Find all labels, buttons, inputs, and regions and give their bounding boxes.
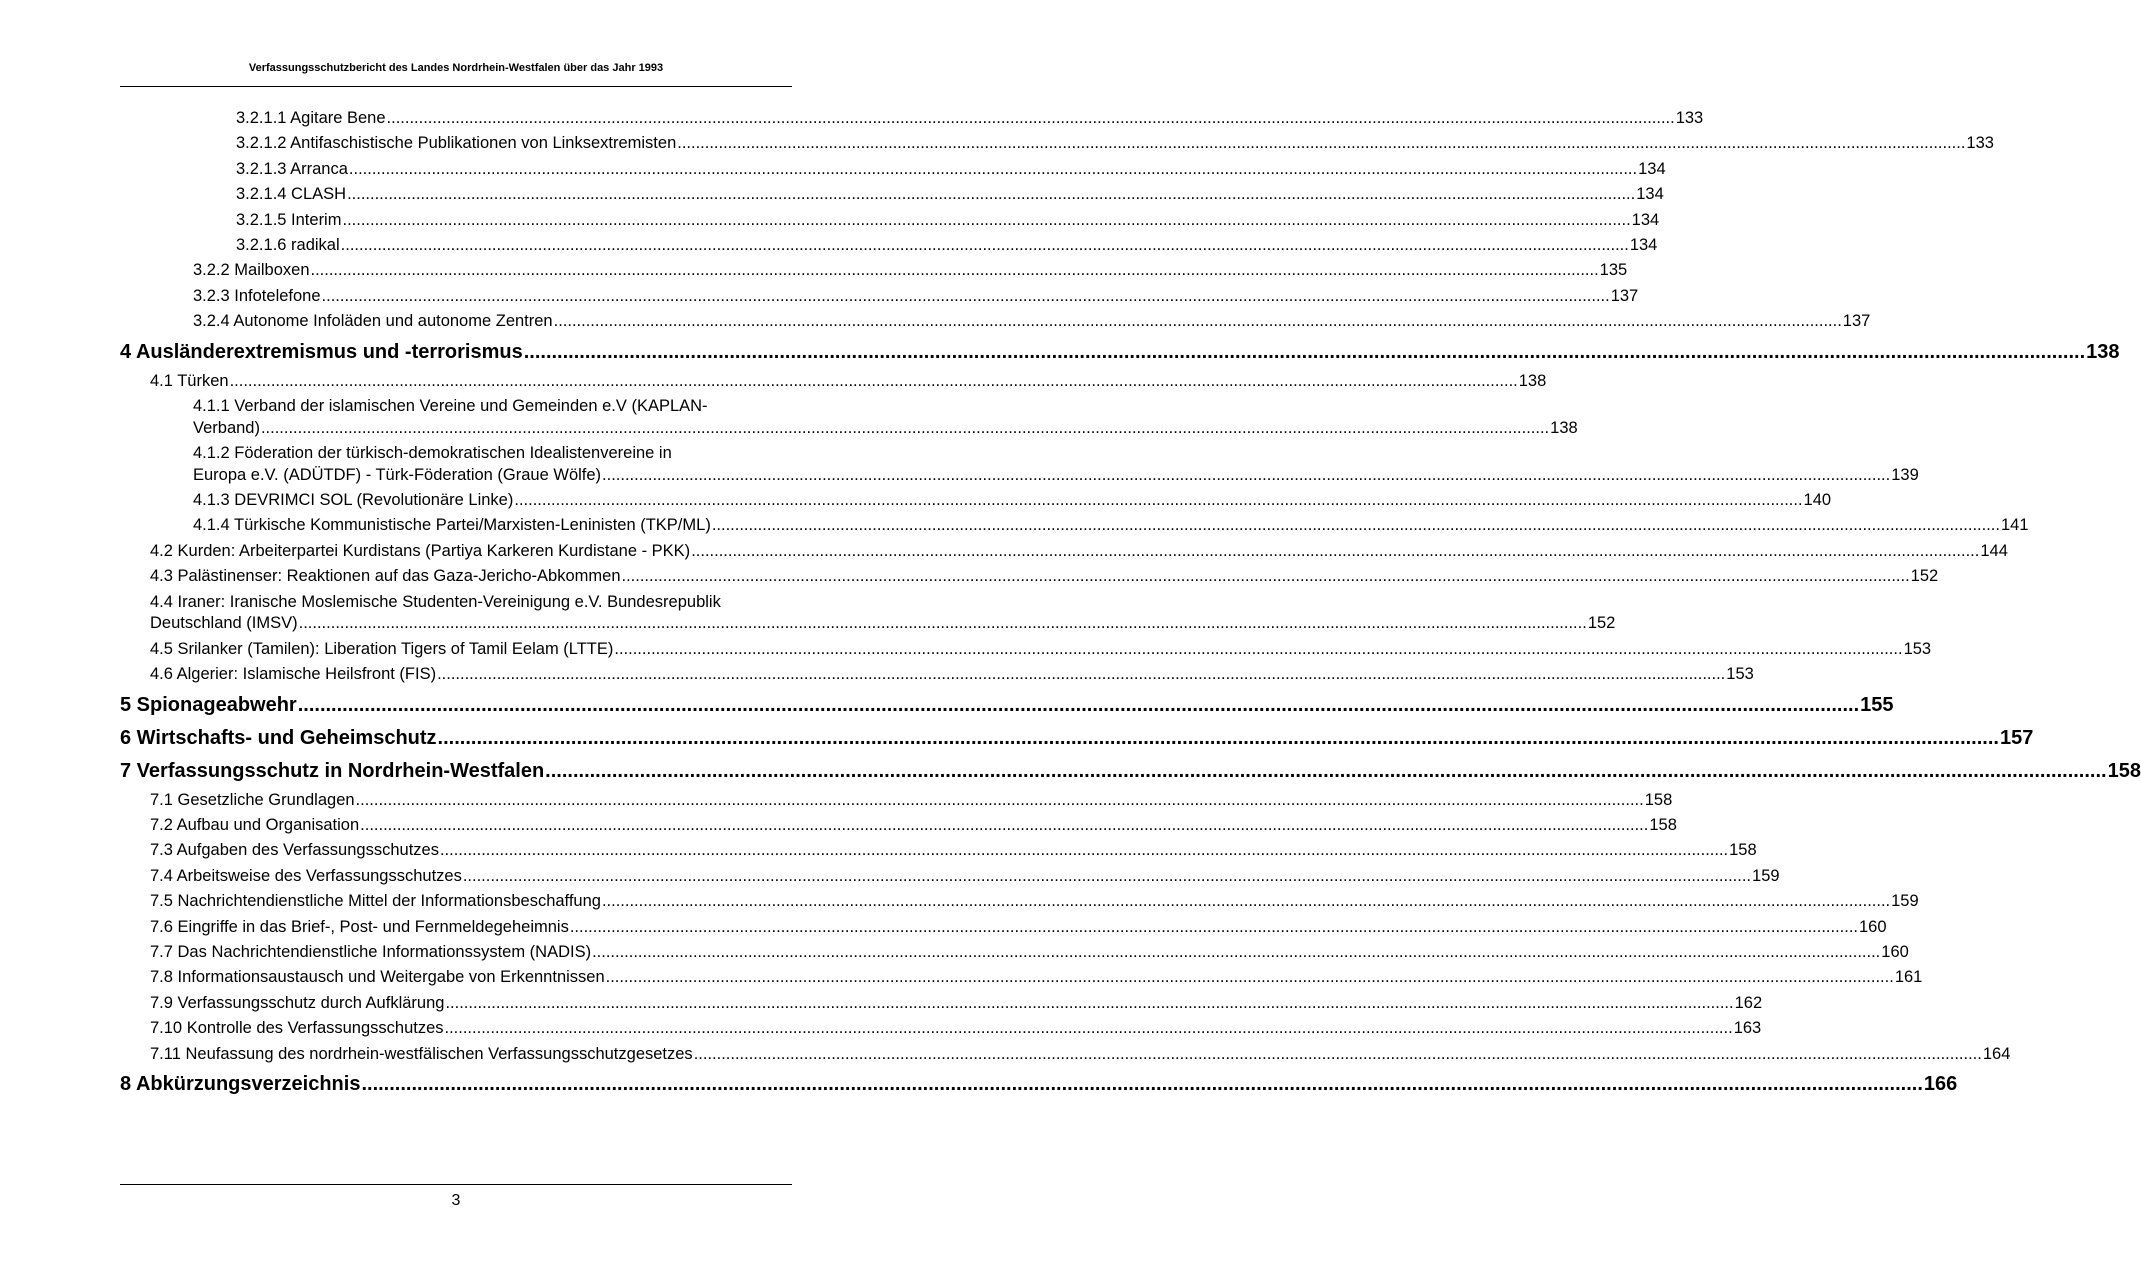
toc-entry-title: 3.2.4 Autonome Infoläden und autonome Zentren [193, 312, 553, 331]
toc-entry-title: 8 Abkürzungsverzeichnis [120, 1072, 361, 1095]
toc-entry-title: 3.2.1.1 Agitare Bene [236, 109, 386, 127]
toc-entry[interactable] [120, 106, 1704, 131]
dot-leader [342, 208, 1630, 233]
dot-leader [261, 418, 1549, 440]
toc-entry-page: 138 [2086, 340, 2120, 363]
toc-entry-page: 133 [1966, 134, 1994, 153]
toc-entry[interactable] [120, 755, 2141, 787]
toc-entry-title: 4.1 Türken [150, 371, 229, 390]
dot-leader [691, 539, 1979, 564]
page-number: 3 [451, 1192, 461, 1209]
toc-entry[interactable] [120, 788, 1673, 813]
toc-entry[interactable] [120, 488, 1832, 513]
toc-entry-title: 4.2 Kurden: Arbeiterpartei Kurdistans (Partiya Karkeren Kurdistane - PKK) [150, 541, 691, 560]
toc-entry-title: 4.5 Srilanker (Tamilen): Liberation Tigers of Tamil Eelam (LTTE) [150, 639, 614, 658]
dot-leader [322, 284, 1610, 309]
toc-entry-page: 162 [1734, 993, 1763, 1012]
toc-entry[interactable] [120, 689, 1894, 721]
toc-entry-title: 7.4 Arbeitsweise des Verfassungsschutzes [150, 866, 462, 885]
toc-entry-title: 4 Ausländerextremismus und -terrorismus [120, 340, 523, 363]
toc-entry[interactable] [120, 309, 1871, 334]
toc-entry-page: 158 [1729, 841, 1757, 860]
dot-leader [347, 182, 1635, 207]
dot-leader [230, 369, 1518, 394]
toc-entry-page: 153 [1903, 639, 1932, 658]
dot-leader [463, 864, 1751, 889]
toc-entry-title: Europa e.V. (ADÜTDF) - Türk-Föderation (Graue Wölfe) [193, 465, 602, 484]
toc-entry-title-line1: 4.1.1 Verband der islamischen Vereine und Gemeinden e.V (KAPLAN- [193, 397, 708, 416]
toc-entry-page: 141 [2000, 516, 2029, 535]
toc-entry[interactable] [120, 915, 1887, 940]
toc-entry-title: 4.1.3 DEVRIMCI SOL (Revolutionäre Linke) [193, 491, 514, 510]
toc-entry-page: 159 [1752, 866, 1780, 885]
toc-entry[interactable] [120, 336, 2120, 368]
dot-leader [445, 1016, 1733, 1041]
dot-leader [554, 309, 1842, 334]
toc-entry-page: 152 [1910, 567, 1939, 586]
toc-entry-page: 139 [1891, 465, 1919, 484]
toc-entry-page: 163 [1733, 1019, 1762, 1038]
toc-entry-title: 3.2.1.3 Arranca [236, 159, 348, 178]
toc-entry[interactable] [120, 539, 2008, 564]
toc-entry-page: 166 [1923, 1072, 1958, 1095]
toc-entry-title: 7 Verfassungsschutz in Nordrhein-Westfalen [120, 759, 545, 782]
toc-entry-title: 7.6 Eingriffe in das Brief-, Post- und Fernmeldegeheimnis [150, 917, 569, 936]
dot-leader [356, 788, 1644, 813]
toc-entry-title: 7.5 Nachrichtendienstliche Mittel der Informationsbeschaffung [150, 892, 601, 911]
toc-entry-title: 3.2.2 Mailboxen [193, 261, 310, 280]
toc-entry[interactable] [120, 284, 1639, 309]
toc-entry-page: 158 [1649, 815, 1677, 834]
toc-entry-page: 138 [1518, 371, 1547, 390]
toc-entry-page: 164 [1982, 1044, 2011, 1063]
toc-entry-page: 134 [1631, 210, 1660, 229]
dot-leader [387, 106, 1675, 131]
dot-leader [299, 613, 1587, 635]
toc-entry[interactable] [120, 208, 1660, 233]
toc-entry[interactable] [120, 394, 1578, 441]
dot-leader [438, 722, 1999, 754]
toc-entry[interactable] [120, 1042, 2011, 1067]
dot-leader [602, 465, 1890, 487]
toc-entry-page: 160 [1859, 917, 1887, 936]
dot-leader [349, 157, 1637, 182]
toc-entry[interactable] [120, 1068, 1958, 1100]
toc-entry-page: 159 [1891, 892, 1919, 911]
toc-entry[interactable] [120, 722, 2034, 754]
toc-entry-title: 4.6 Algerier: Islamische Heilsfront (FIS) [150, 665, 437, 684]
toc-entry-page: 160 [1881, 942, 1909, 961]
toc-entry-title: 7.10 Kontrolle des Verfassungsschutzes [150, 1019, 444, 1038]
dot-leader [712, 513, 2000, 538]
toc-entry-page: 158 [1644, 790, 1673, 809]
running-header: Verfassungsschutzbericht des Landes Nordrhein-Westfalen über das Jahr 1993 [248, 62, 664, 74]
toc-entry-title: 3.2.1.4 CLASH [236, 185, 347, 204]
dot-leader [545, 755, 2106, 787]
toc-entry-page: 158 [2107, 759, 2141, 782]
toc-entry-page: 137 [1610, 286, 1639, 305]
table-of-contents [120, 106, 2141, 1101]
toc-entry-title: 6 Wirtschafts- und Geheimschutz [120, 726, 437, 749]
toc-entry-title: 7.9 Verfassungsschutz durch Aufklärung [150, 993, 445, 1012]
toc-entry[interactable] [120, 131, 1994, 156]
dot-leader [694, 1042, 1982, 1067]
toc-entry-title: 7.2 Aufbau und Organisation [150, 815, 360, 834]
toc-entry[interactable] [120, 864, 1780, 889]
toc-entry-page: 140 [1803, 491, 1832, 510]
toc-entry-title: 3.2.1.2 Antifaschistische Publikationen von Linksextremisten [236, 134, 677, 153]
toc-entry-title: 7.8 Informationsaustausch und Weitergabe von Erkenntnissen [150, 968, 605, 987]
dot-leader [606, 965, 1894, 990]
dot-leader [298, 689, 1859, 721]
toc-entry-page: 161 [1894, 968, 1923, 987]
toc-entry-page: 133 [1675, 109, 1704, 127]
toc-entry-page: 138 [1550, 418, 1578, 437]
toc-entry-title: 7.1 Gesetzliche Grundlagen [150, 790, 355, 809]
dot-leader [360, 813, 1648, 838]
toc-entry-title: 3.2.1.6 radikal [236, 236, 340, 255]
toc-entry[interactable] [120, 441, 1919, 488]
toc-entry-title: 7.11 Neufassung des nordrhein-westfälischen Verfassungsschutzgesetzes [150, 1044, 693, 1063]
toc-entry-page: 157 [1999, 726, 2034, 749]
toc-entry-page: 153 [1726, 665, 1754, 684]
toc-entry[interactable] [120, 513, 2029, 538]
toc-entry[interactable] [120, 838, 1757, 863]
toc-entry-page: 135 [1599, 261, 1628, 280]
toc-entry-page: 144 [1980, 541, 2008, 560]
dot-leader [311, 258, 1599, 283]
header-rule [120, 86, 792, 87]
toc-entry-title: 4.3 Palästinenser: Reaktionen auf das Gaza-Jericho-Abkommen [150, 567, 621, 586]
toc-entry[interactable] [120, 889, 1919, 914]
toc-entry-page: 134 [1638, 159, 1666, 178]
toc-entry-page: 155 [1860, 693, 1894, 716]
dot-leader [514, 488, 1802, 513]
dot-leader [445, 991, 1733, 1016]
dot-leader [524, 336, 2085, 368]
dot-leader [677, 131, 1965, 156]
dot-leader [570, 915, 1858, 940]
toc-entry[interactable] [120, 590, 1616, 637]
toc-entry[interactable] [120, 813, 1677, 838]
dot-leader [437, 662, 1725, 687]
toc-entry[interactable] [120, 991, 1763, 1016]
dot-leader [614, 637, 1902, 662]
toc-entry-title: Deutschland (IMSV) [150, 614, 298, 633]
dot-leader [341, 233, 1629, 258]
dot-leader [440, 838, 1728, 863]
dot-leader [602, 889, 1890, 914]
toc-entry-title-line1: 4.4 Iraner: Iranische Moslemische Studenten-Vereinigung e.V. Bundesrepublik [150, 592, 721, 611]
dot-leader [361, 1068, 1922, 1100]
toc-entry[interactable] [120, 258, 1628, 283]
toc-entry[interactable] [120, 233, 1658, 258]
toc-entry[interactable] [120, 369, 1547, 394]
toc-entry[interactable] [120, 965, 1923, 990]
toc-entry-page: 134 [1636, 185, 1664, 204]
toc-entry-title-line1: 4.1.2 Föderation der türkisch-demokratischen Idealistenvereine in [193, 444, 672, 463]
dot-leader [622, 564, 1910, 589]
toc-entry-title: 4.1.4 Türkische Kommunistische Partei/Marxisten-Leninisten (TKP/ML) [193, 516, 711, 535]
dot-leader [592, 940, 1880, 965]
toc-entry[interactable] [120, 1016, 1762, 1041]
toc-entry[interactable] [120, 182, 1664, 207]
toc-entry-title: 5 Spionageabwehr [120, 693, 297, 716]
toc-entry[interactable] [120, 940, 1909, 965]
toc-entry-page: 137 [1842, 312, 1871, 331]
toc-entry-title: 3.2.1.5 Interim [236, 210, 342, 229]
toc-entry-page: 152 [1587, 614, 1616, 633]
toc-entry[interactable] [120, 564, 1939, 589]
toc-entry-title: 7.7 Das Nachrichtendienstliche Informationssystem (NADIS) [150, 942, 592, 961]
toc-entry-title: 3.2.3 Infotelefone [193, 286, 321, 305]
footer-rule [120, 1184, 792, 1185]
toc-entry-title: 7.3 Aufgaben des Verfassungsschutzes [150, 841, 439, 860]
toc-entry-title: Verband) [193, 418, 260, 437]
toc-entry[interactable] [120, 637, 1932, 662]
toc-entry[interactable] [120, 157, 1666, 182]
toc-entry-page: 134 [1629, 236, 1658, 255]
toc-entry[interactable] [120, 662, 1754, 687]
